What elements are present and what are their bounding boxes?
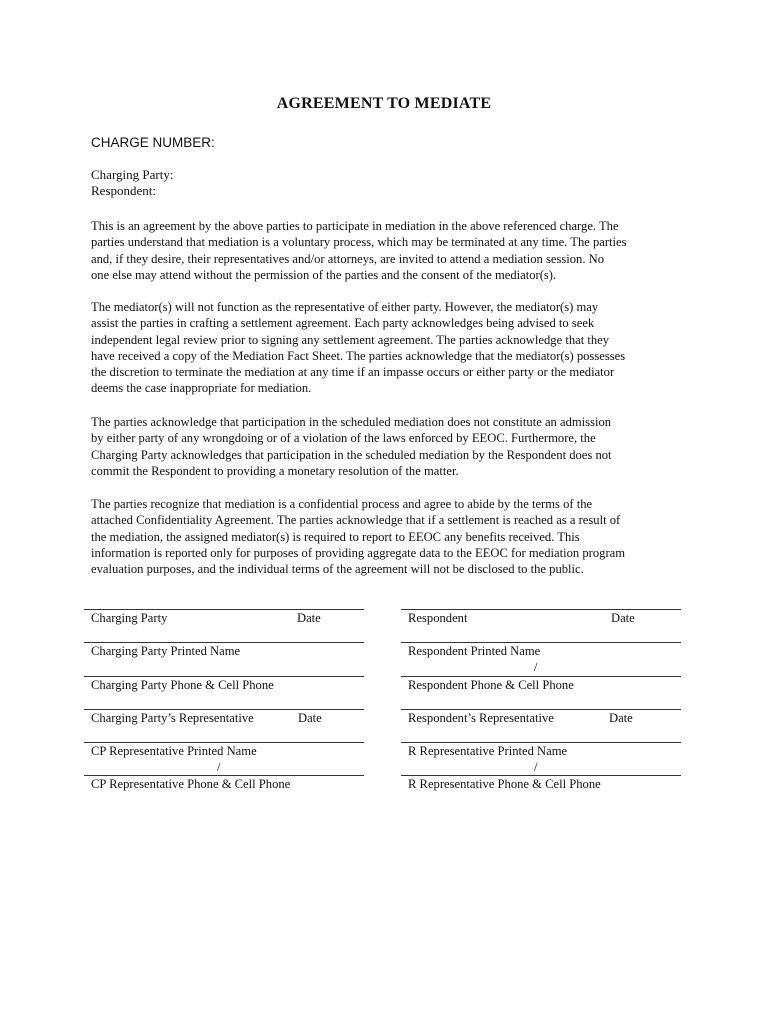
charge-number-label: CHARGE NUMBER: — [91, 135, 215, 150]
signature-line-charging-party-printed-name[interactable] — [84, 642, 364, 676]
respondent-label: Respondent: — [91, 183, 156, 198]
paragraph-line: information is reported only for purposes of providing aggregate data to the EEOC for mediation program — [91, 545, 626, 560]
signature-label: Charging Party’s Representative — [91, 711, 254, 725]
paragraph-line: and, if they desire, their representatives and/or attorneys, are invited to attend a mediation session. No — [91, 251, 605, 266]
date-label: Date — [297, 611, 321, 625]
paragraph-line: independent legal review prior to signing any settlement agreement. The parties acknowledge that they — [91, 332, 610, 347]
paragraph-confidentiality — [91, 496, 691, 577]
signature-line-respondent-phone[interactable] — [401, 676, 681, 710]
document-title: AGREEMENT TO MEDIATE — [276, 95, 492, 112]
slash-separator: / — [217, 760, 221, 774]
paragraph-line: This is an agreement by the above parties to participate in mediation in the above referenced charge. The — [91, 219, 619, 233]
signature-line-charging-party-phone[interactable] — [84, 676, 364, 710]
date-label: Date — [298, 711, 322, 725]
signature-line-r-representative-phone[interactable] — [401, 775, 681, 809]
signature-line-charging-party-representative[interactable] — [84, 709, 364, 743]
paragraph-participation — [91, 218, 691, 283]
signature-line-charging-party[interactable] — [84, 609, 364, 643]
signature-label: Respondent Phone & Cell Phone — [408, 678, 574, 692]
paragraph-line: have received a copy of the Mediation Fact Sheet. The parties acknowledge that the mediator(s) possesses — [91, 348, 626, 363]
paragraph-line: commit the Respondent to providing a monetary resolution of the matter. — [91, 463, 459, 478]
signature-label: R Representative Phone & Cell Phone — [408, 777, 601, 791]
paragraph-line: assist the parties in crafting a settlement agreement. Each party acknowledges being advised to seek — [91, 316, 595, 331]
signature-label: Charging Party Printed Name — [91, 644, 241, 658]
paragraph-line: the mediation, the assigned mediator(s) is required to report to EEOC any benefits received. This — [91, 529, 580, 544]
paragraph-line: parties understand that mediation is a voluntary process, which may be terminated at any time. The parties — [91, 235, 627, 250]
charging-party-label: Charging Party: — [91, 167, 174, 182]
paragraph-line: deems the case inappropriate for mediation. — [91, 381, 312, 396]
date-label: Date — [611, 611, 635, 625]
signature-line-cp-representative-phone[interactable] — [84, 775, 364, 809]
signature-label: Charging Party Phone & Cell Phone — [91, 678, 274, 692]
paragraph-line: evaluation purposes, and the individual terms of the agreement will not be disclosed to the public. — [91, 562, 584, 577]
signature-line-r-representative-printed-name[interactable] — [401, 742, 681, 776]
paragraph-line: The parties recognize that mediation is a confidential process and agree to abide by the terms of the — [91, 497, 593, 511]
paragraph-mediator-role — [91, 299, 691, 397]
paragraph-line: one else may attend without the permission of the parties and the consent of the mediator(s). — [91, 267, 557, 282]
paragraph-line: attached Confidentiality Agreement. The parties acknowledge that if a settlement is reached as a result of — [91, 513, 621, 528]
signature-label: CP Representative Phone & Cell Phone — [91, 777, 291, 791]
paragraph-line: the discretion to terminate the mediation at any time if an impasse occurs or either party or the mediator — [91, 365, 615, 380]
signature-line-respondent-printed-name[interactable] — [401, 642, 681, 676]
slash-separator: / — [534, 660, 538, 674]
slash-separator: / — [534, 760, 538, 774]
signature-label: Respondent Printed Name — [408, 644, 541, 658]
paragraph-no-admission — [91, 414, 691, 479]
date-label: Date — [609, 711, 633, 725]
signature-line-cp-representative-printed-name[interactable] — [84, 742, 364, 776]
signature-label: Respondent’s Representative — [408, 711, 554, 725]
signature-line-respondent-representative[interactable] — [401, 709, 681, 743]
signature-line-respondent[interactable] — [401, 609, 681, 643]
paragraph-line: by either party of any wrongdoing or of a violation of the laws enforced by EEOC. Furthermore, the — [91, 431, 596, 446]
paragraph-line: The mediator(s) will not function as the representative of either party. However, the mediator(s) may — [91, 300, 599, 314]
signature-label: Charging Party — [91, 611, 168, 625]
paragraph-line: The parties acknowledge that participation in the scheduled mediation does not constitute an admission — [91, 415, 612, 429]
paragraph-line: Charging Party acknowledges that participation in the scheduled mediation by the Respondent does not — [91, 447, 612, 462]
signature-label: Respondent — [408, 611, 468, 625]
signature-label: CP Representative Printed Name — [91, 744, 257, 758]
signature-label: R Representative Printed Name — [408, 744, 568, 758]
